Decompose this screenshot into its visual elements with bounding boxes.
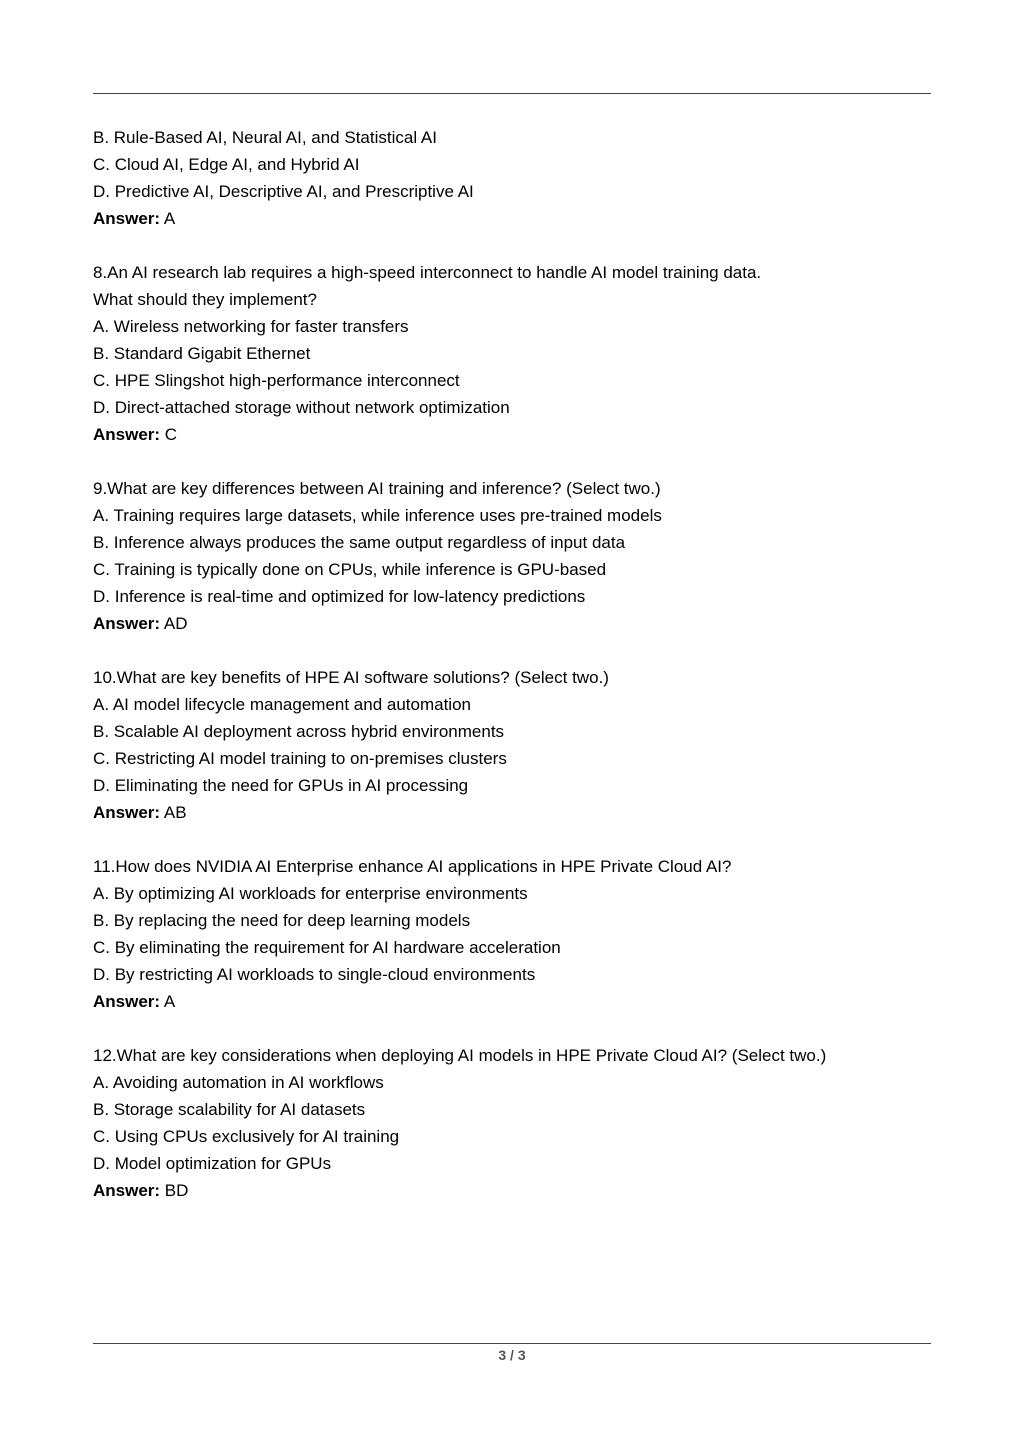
option-c: C. HPE Slingshot high-performance interconnect [93,371,460,390]
option-c: C. Cloud AI, Edge AI, and Hybrid AI [93,155,360,174]
question-block-10 [93,664,931,826]
question-text: 9.What are key differences between AI training and inference? (Select two.) [93,479,661,498]
option-d: D. Model optimization for GPUs [93,1154,332,1173]
answer-label: Answer: [93,992,161,1011]
page-number: 3 / 3 [498,1347,526,1363]
answer-label: Answer: [93,803,161,822]
option-a: A. Avoiding automation in AI workflows [93,1073,384,1092]
answer-value: A [160,992,176,1011]
option-c: C. By eliminating the requirement for AI hardware acceleration [93,938,561,957]
question-block-12 [93,1042,931,1204]
header-divider [93,93,931,94]
option-d: D. By restricting AI workloads to single-cloud environments [93,965,536,984]
answer-value: AD [160,614,188,633]
option-a: A. AI model lifecycle management and automation [93,695,471,714]
answer-value: A [160,209,176,228]
document-body [93,124,931,1231]
option-b: B. Standard Gigabit Ethernet [93,344,311,363]
option-d: D. Inference is real-time and optimized for low-latency predictions [93,587,586,606]
question-block-9 [93,475,931,637]
option-b: B. Rule-Based AI, Neural AI, and Statistical AI [93,128,437,147]
option-b: B. Scalable AI deployment across hybrid environments [93,722,505,741]
option-b: B. By replacing the need for deep learning models [93,911,471,930]
answer-label: Answer: [93,209,161,228]
question-text: 12.What are key considerations when deploying AI models in HPE Private Cloud AI? (Select two.) [93,1046,827,1065]
option-d: D. Direct-attached storage without network optimization [93,398,510,417]
answer-label: Answer: [93,614,161,633]
answer-line [93,1177,931,1204]
option-c: C. Restricting AI model training to on-premises clusters [93,749,507,768]
option-a: A. Wireless networking for faster transfers [93,317,409,336]
answer-value: C [160,425,178,444]
option-b: B. Inference always produces the same output regardless of input data [93,533,626,552]
answer-label: Answer: [93,425,161,444]
option-d: D. Predictive AI, Descriptive AI, and Prescriptive AI [93,182,474,201]
answer-value: BD [160,1181,189,1200]
footer-divider [93,1343,931,1344]
answer-line [93,988,931,1015]
option-c: C. Training is typically done on CPUs, while inference is GPU-based [93,560,607,579]
answer-line [93,610,931,637]
answer-line [93,421,931,448]
answer-label: Answer: [93,1181,161,1200]
option-d: D. Eliminating the need for GPUs in AI processing [93,776,469,795]
question-block-8 [93,259,931,448]
answer-value: AB [160,803,187,822]
answer-line [93,799,931,826]
question-text: 11.How does NVIDIA AI Enterprise enhance AI applications in HPE Private Cloud AI? [93,857,732,876]
option-c: C. Using CPUs exclusively for AI training [93,1127,400,1146]
option-b: B. Storage scalability for AI datasets [93,1100,366,1119]
question-block-7-continued [93,124,931,232]
question-text: 10.What are key benefits of HPE AI software solutions? (Select two.) [93,668,609,687]
option-a: A. Training requires large datasets, while inference uses pre-trained models [93,506,662,525]
option-a: A. By optimizing AI workloads for enterprise environments [93,884,528,903]
question-block-11 [93,853,931,1015]
answer-line [93,205,931,232]
question-text: What should they implement? [93,290,317,309]
question-text: 8.An AI research lab requires a high-speed interconnect to handle AI model training data. [93,263,762,282]
